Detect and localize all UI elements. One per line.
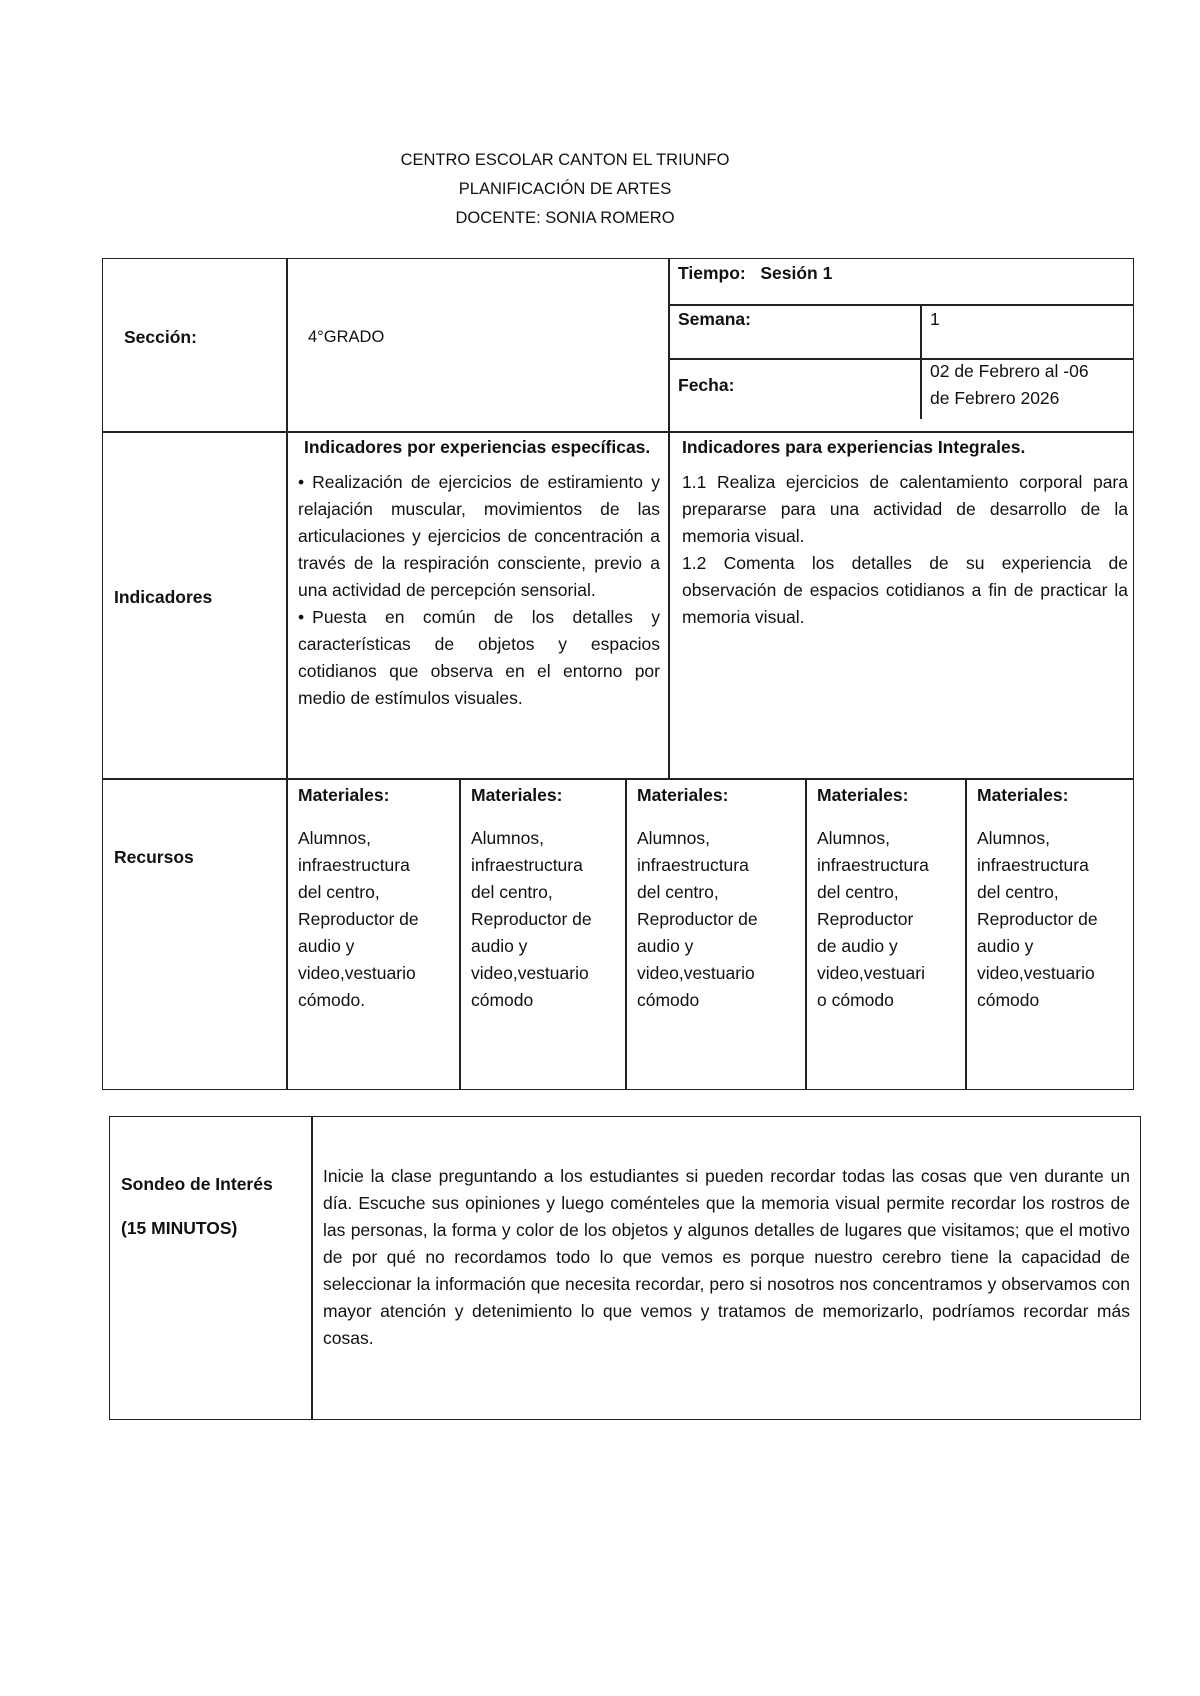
materiales-line: infraestructura xyxy=(637,855,749,875)
materiales-line: o cómodo xyxy=(817,990,894,1010)
fecha-line-1: 02 de Febrero al -06 xyxy=(930,361,1089,381)
tiempo-label: Tiempo: xyxy=(678,263,746,283)
semana-label: Semana: xyxy=(678,309,751,329)
materiales-col-4 xyxy=(817,782,967,1014)
materiales-line: infraestructura xyxy=(471,855,583,875)
tiempo-cell xyxy=(678,260,832,287)
materiales-line: infraestructura xyxy=(817,855,929,875)
recursos-label: Recursos xyxy=(114,847,194,867)
indicadores-label: Indicadores xyxy=(114,587,213,607)
divider xyxy=(920,305,922,419)
semana-value: 1 xyxy=(930,309,940,329)
materiales-line: infraestructura xyxy=(977,855,1089,875)
especificas-item-1: • Realización de ejercicios de estiramiento y relajación muscular, movimientos de las articulaciones y ejercicios de concentración a través de la respiración consciente, previo a una actividad de percepción sensorial. xyxy=(298,469,660,604)
materiales-line: video,vestuario xyxy=(471,963,589,983)
materiales-line: de audio y xyxy=(817,936,898,956)
integrales-item-1: 1.1 Realiza ejercicios de calentamiento corporal para prepararse para una actividad de desarrollo de la memoria visual. xyxy=(682,472,1128,546)
materiales-title: Materiales: xyxy=(298,785,390,805)
divider xyxy=(668,259,670,779)
materiales-title: Materiales: xyxy=(637,785,729,805)
fecha-value xyxy=(930,358,1089,412)
materiales-line: video,vestuario xyxy=(298,963,416,983)
materiales-col-3 xyxy=(637,782,807,1014)
materiales-line: cómodo xyxy=(637,990,700,1010)
materiales-line: Alumnos, xyxy=(977,828,1050,848)
school-name: CENTRO ESCOLAR CANTON EL TRIUNFO xyxy=(400,151,730,169)
especificas-title: Indicadores por experiencias específicas. xyxy=(304,437,651,457)
materiales-line: Reproductor de xyxy=(637,909,758,929)
indicadores-integrales xyxy=(682,434,1128,631)
materiales-line: del centro, xyxy=(817,882,899,902)
materiales-line: infraestructura xyxy=(298,855,410,875)
materiales-col-5 xyxy=(977,782,1127,1014)
divider xyxy=(459,778,461,1089)
materiales-line: Reproductor xyxy=(817,909,914,929)
materiales-title: Materiales: xyxy=(817,785,909,805)
sondeo-duration: (15 MINUTOS) xyxy=(121,1218,238,1238)
materiales-line: Reproductor de xyxy=(471,909,592,929)
materiales-line: Reproductor de xyxy=(977,909,1098,929)
materiales-line: del centro, xyxy=(298,882,380,902)
divider xyxy=(311,1117,313,1419)
materiales-line: audio y xyxy=(298,936,355,956)
materiales-line: Alumnos, xyxy=(817,828,890,848)
materiales-line: Alumnos, xyxy=(637,828,710,848)
materiales-line: video,vestuari xyxy=(817,963,925,983)
materiales-line: Alumnos, xyxy=(298,828,371,848)
document-header xyxy=(0,146,1130,233)
sondeo-description: Inicie la clase preguntando a los estudiantes si pueden recordar todas las cosas que ven durante un día. Escuche sus opiniones y luego coménteles que la memoria visual permite recordar los rostros de las personas, la forma y color de los objetos y algunos detalles de lugares que visitamos; que el motivo de por qué no recordamos todo lo que vemos es porque nuestro cerebro tiene la capacidad de seleccionar la información que necesita recordar, pero si nosotros nos concentramos y observamos con mayor atención y detenimiento lo que vemos y tratamos de memorizarlo, podríamos recordar más cosas. xyxy=(323,1166,1130,1348)
integrales-title: Indicadores para experiencias Integrales. xyxy=(682,437,1026,457)
document-subject: PLANIFICACIÓN DE ARTES xyxy=(458,180,672,198)
fecha-line-2: de Febrero 2026 xyxy=(930,388,1060,408)
sondeo-heading xyxy=(121,1162,273,1250)
materiales-line: Alumnos, xyxy=(471,828,544,848)
teacher-name: DOCENTE: SONIA ROMERO xyxy=(455,209,675,227)
materiales-line: audio y xyxy=(471,936,528,956)
seccion-label: Sección: xyxy=(124,327,197,347)
tiempo-value: Sesión 1 xyxy=(760,263,833,283)
materiales-line: del centro, xyxy=(637,882,719,902)
materiales-line: cómodo xyxy=(977,990,1040,1010)
materiales-line: cómodo xyxy=(471,990,534,1010)
divider xyxy=(103,431,1133,433)
indicadores-especificas xyxy=(298,434,660,712)
materiales-line: del centro, xyxy=(977,882,1059,902)
materiales-line: audio y xyxy=(637,936,694,956)
especificas-item-2: • Puesta en común de los detalles y características de objetos y espacios cotidianos que observa en el entorno por medio de estímulos visuales. xyxy=(298,604,660,712)
materiales-line: del centro, xyxy=(471,882,553,902)
materiales-title: Materiales: xyxy=(977,785,1069,805)
integrales-item-2: 1.2 Comenta los detalles de su experiencia de observación de espacios cotidianos a fin de practicar la memoria visual. xyxy=(682,553,1128,627)
materiales-line: Reproductor de xyxy=(298,909,419,929)
fecha-label: Fecha: xyxy=(678,375,735,395)
materiales-line: cómodo. xyxy=(298,990,366,1010)
materiales-col-2 xyxy=(471,782,631,1014)
materiales-col-1 xyxy=(298,782,458,1014)
materiales-line: video,vestuario xyxy=(977,963,1095,983)
materiales-line: audio y xyxy=(977,936,1034,956)
divider xyxy=(103,778,1133,780)
materiales-title: Materiales: xyxy=(471,785,563,805)
materiales-line: video,vestuario xyxy=(637,963,755,983)
sondeo-title: Sondeo de Interés xyxy=(121,1174,273,1194)
seccion-value: 4°GRADO xyxy=(308,328,385,346)
divider xyxy=(286,259,288,1089)
